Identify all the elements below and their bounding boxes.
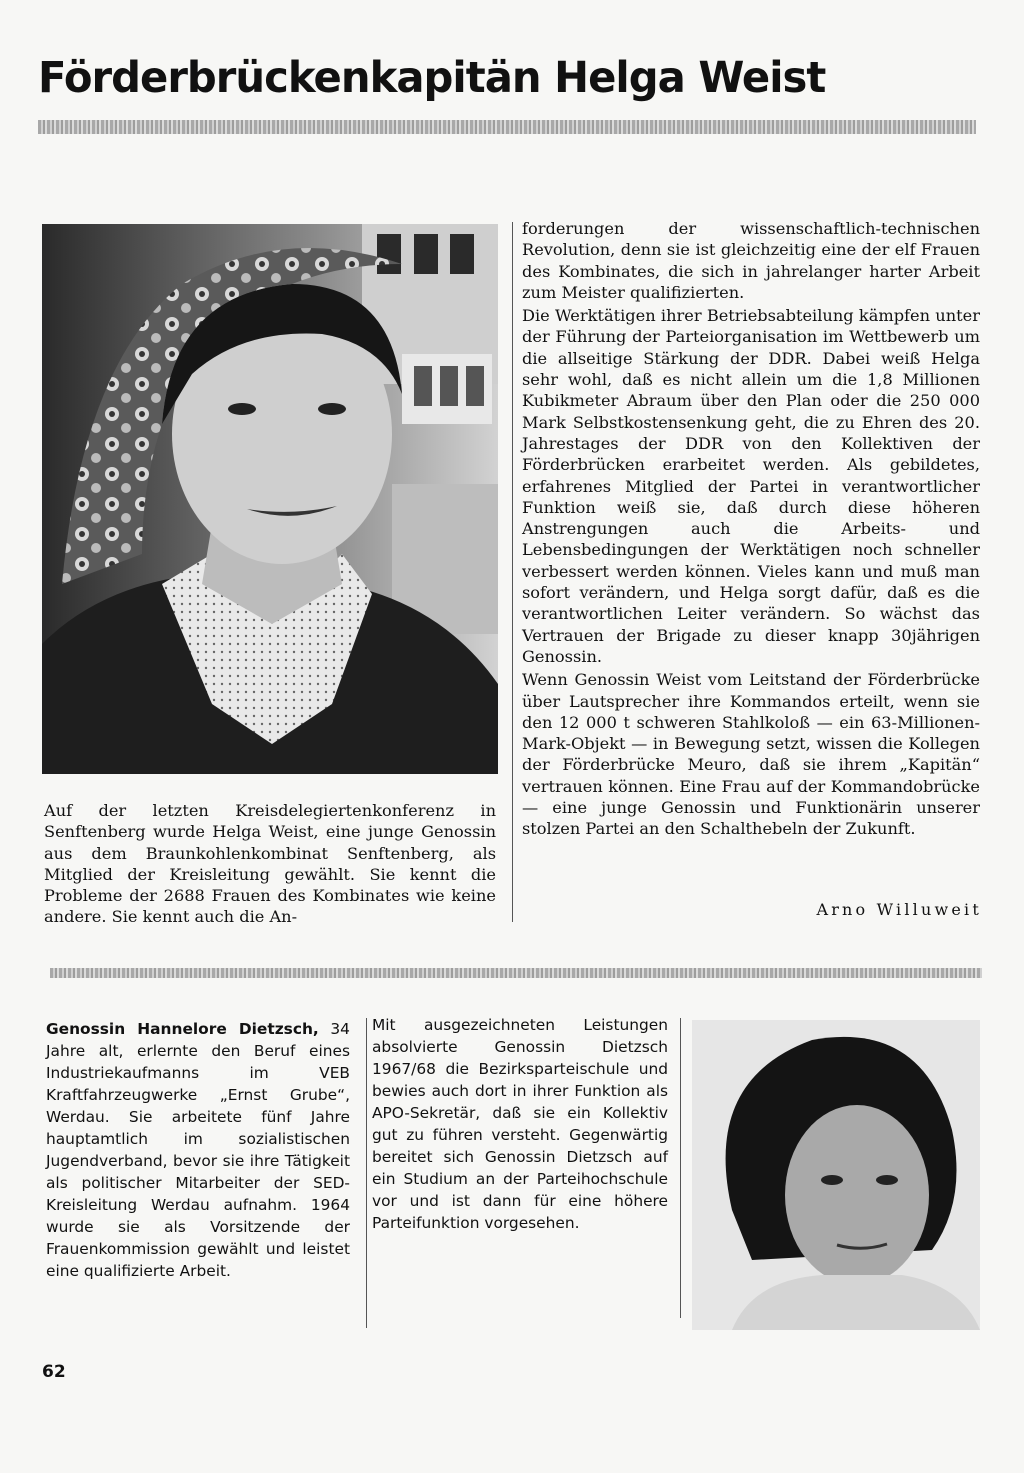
photo-hannelore-dietzsch [692,1020,980,1330]
portrait-illustration [692,1020,980,1330]
article-right-column [522,218,980,840]
photo-helga-weist [42,224,498,774]
bio-middle-text: Mit ausgezeichneten Leistungen absolvierte Genossin Dietzsch 1967/68 die Bezirksparteischule und bewies auch dort in ihrer Funktion als APO-Sekretär, daß sie ein Kollektiv gut zu führen versteht. Gegenwärtig bereitet sich Genossin Dietzsch auf ein Studium an der Parteihochschule vor und ist dann für eine höhere Parteifunktion vorgesehen. [372,1016,668,1232]
caption-text: Auf der letzten Kreisdelegiertenkonferenz in Senftenberg wurde Helga Weist, eine junge Genossin aus dem Braunkohlenkombinat Senftenberg, als Mitglied der Kreisleitung gewählt. Sie kennt die Probleme der 2688 Frauen des Kombinates wie keine andere. Sie kennt auch die An- [44,801,496,927]
column-divider [366,1018,367,1328]
bio-person-name: Genossin Hannelore Dietzsch, [46,1020,319,1038]
caption-column [44,800,496,928]
article-paragraph-3: Wenn Genossin Weist vom Leitstand der Förderbrücke über Lautsprecher ihre Kommandos erteilt, wenn sie den 12 000 t schweren Stahlkoloß — ein 63-Millionen-Mark-Objekt — in Bewegung setzt, wissen die Kollegen der Förderbrücke Meuro, daß sie ihrem „Kapitän“ vertrauen können. Eine Frau auf der Kommandobrücke — eine junge Genossin und Funktionärin unserer stolzen Partei an den Schalthebeln der Zukunft. [522,670,980,839]
portrait-illustration [42,224,498,774]
section-rule [50,968,982,978]
bio-left-text: 34 Jahre alt, erlernte den Beruf eines Industriekaufmanns im VEB Kraftfahrzeugwerke „Ernst Grube“, Werdau. Sie arbeitete fünf Jahre hauptamtlich im sozialistischen Jugendverband, bevor sie ihre Tätigkeit als politischer Mitarbeiter der SED-Kreisleitung Werdau aufnahm. 1964 wurde sie als Vorsitzende der Frauenkommission gewählt und leistet eine qualifizierte Arbeit. [46,1020,350,1280]
column-divider [512,222,513,922]
column-divider [680,1018,681,1318]
headline: Förderbrückenkapitän Helga Weist [38,53,826,103]
article-paragraph-1: forderungen der wissenschaftlich-technischen Revolution, denn sie ist gleichzeitig eine der elf Frauen des Kombinates, die sich in jahrelanger harter Arbeit zum Meister qualifizierten. [522,219,980,302]
bio-middle-column [372,1014,668,1234]
headline-rule [38,120,976,134]
bio-left-column [46,1018,350,1282]
page-number: 62 [42,1362,66,1382]
article-paragraph-2: Die Werktätigen ihrer Betriebsabteilung kämpfen unter der Führung der Parteiorganisation im Wettbewerb um die allseitige Stärkung der DDR. Dabei weiß Helga sehr wohl, daß es nicht allein um die 1,8 Millionen Kubikmeter Abraum über den Plan oder die 250 000 Mark Selbstkostensenkung geht, die zu Ehren des 20. Jahrestages der DDR von den Kollektiven der Förderbrücken erarbeitet werden. Als gebildetes, erfahrenes Mitglied der Partei in verantwortlicher Funktion weiß sie, daß durch diese höheren Anstrengungen auch die Arbeits- und Lebensbedingungen der Werktätigen noch schneller verbessert werden können. Vieles kann und muß man sofort verändern, und Helga sorgt dafür, daß es die verantwortlichen Leiter verändern. So wächst das Vertrauen der Brigade zu dieser knapp 30jährigen Genossin. [522,306,980,666]
author-signature: Arno Willuweit [816,900,982,919]
